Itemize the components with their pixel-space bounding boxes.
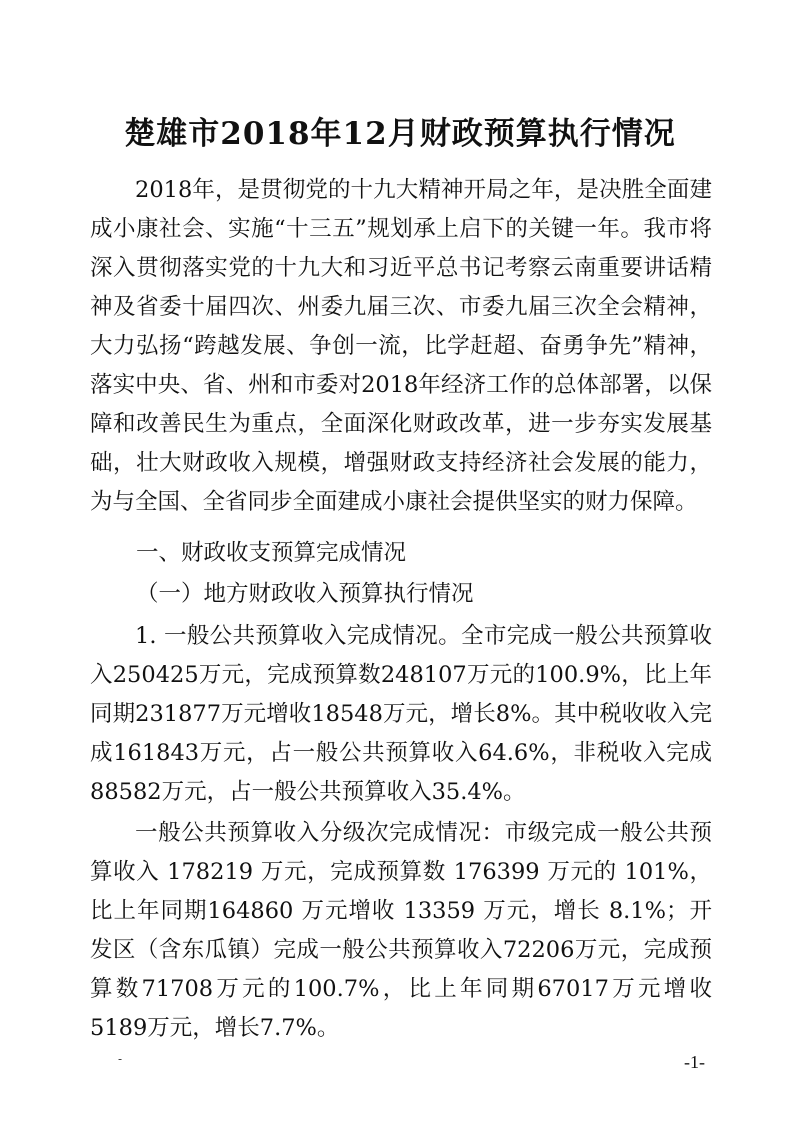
revenue-paragraph: 1. 一般公共预算收入完成情况。全市完成一般公共预算收入250425万元，完成预算数248107万元的100.9%，比上年同期231877万元增收18548万元，增长8%。其中税收收入完成161843万元，占一般公共预算收入64.6%，非税收入完成88582万元，占一般公共预算收入35.4%。 [90,623,712,805]
revenue-breakdown-paragraph: 一般公共预算收入分级次完成情况：市级完成一般公共预算收入 178219 万元，完成预算数 176399 万元的 101%，比上年同期164860 万元增收 13359 万元，增长 8.1%；开发区（含东瓜镇）完成一般公共预算收入72206万元，完成预算数71708万元的100.7%，比上年同期67017万元增收5189万元，增长7.7%。 [90,820,712,1041]
footer-mark: - [118,1052,123,1066]
subsection-heading: （一）地方财政收入预算执行情况 [136,581,474,607]
page-number: -1- [684,1052,705,1072]
section-heading: 一、财政收支预算完成情况 [136,540,407,566]
document-title: 楚雄市2018年12月财政预算执行情况 [124,116,676,152]
intro-paragraph: 2018年，是贯彻党的十九大精神开局之年，是决胜全面建成小康社会、实施“十三五”规划承上启下的关键一年。我市将深入贯彻落实党的十九大和习近平总书记考察云南重要讲话精神及省委十届四次、州委九届三次、市委九届三次全会精神，大力弘扬“跨越发展、争创一流，比学赶超、奋勇争先”精神，落实中央、省、州和市委对2018年经济工作的总体部署，以保障和改善民生为重点，全面深化财政改革，进一步夯实发展基础，壮大财政收入规模，增强财政支持经济社会发展的能力，为与全国、全省同步全面建成小康社会提供坚实的财力保障。 [90,177,712,515]
